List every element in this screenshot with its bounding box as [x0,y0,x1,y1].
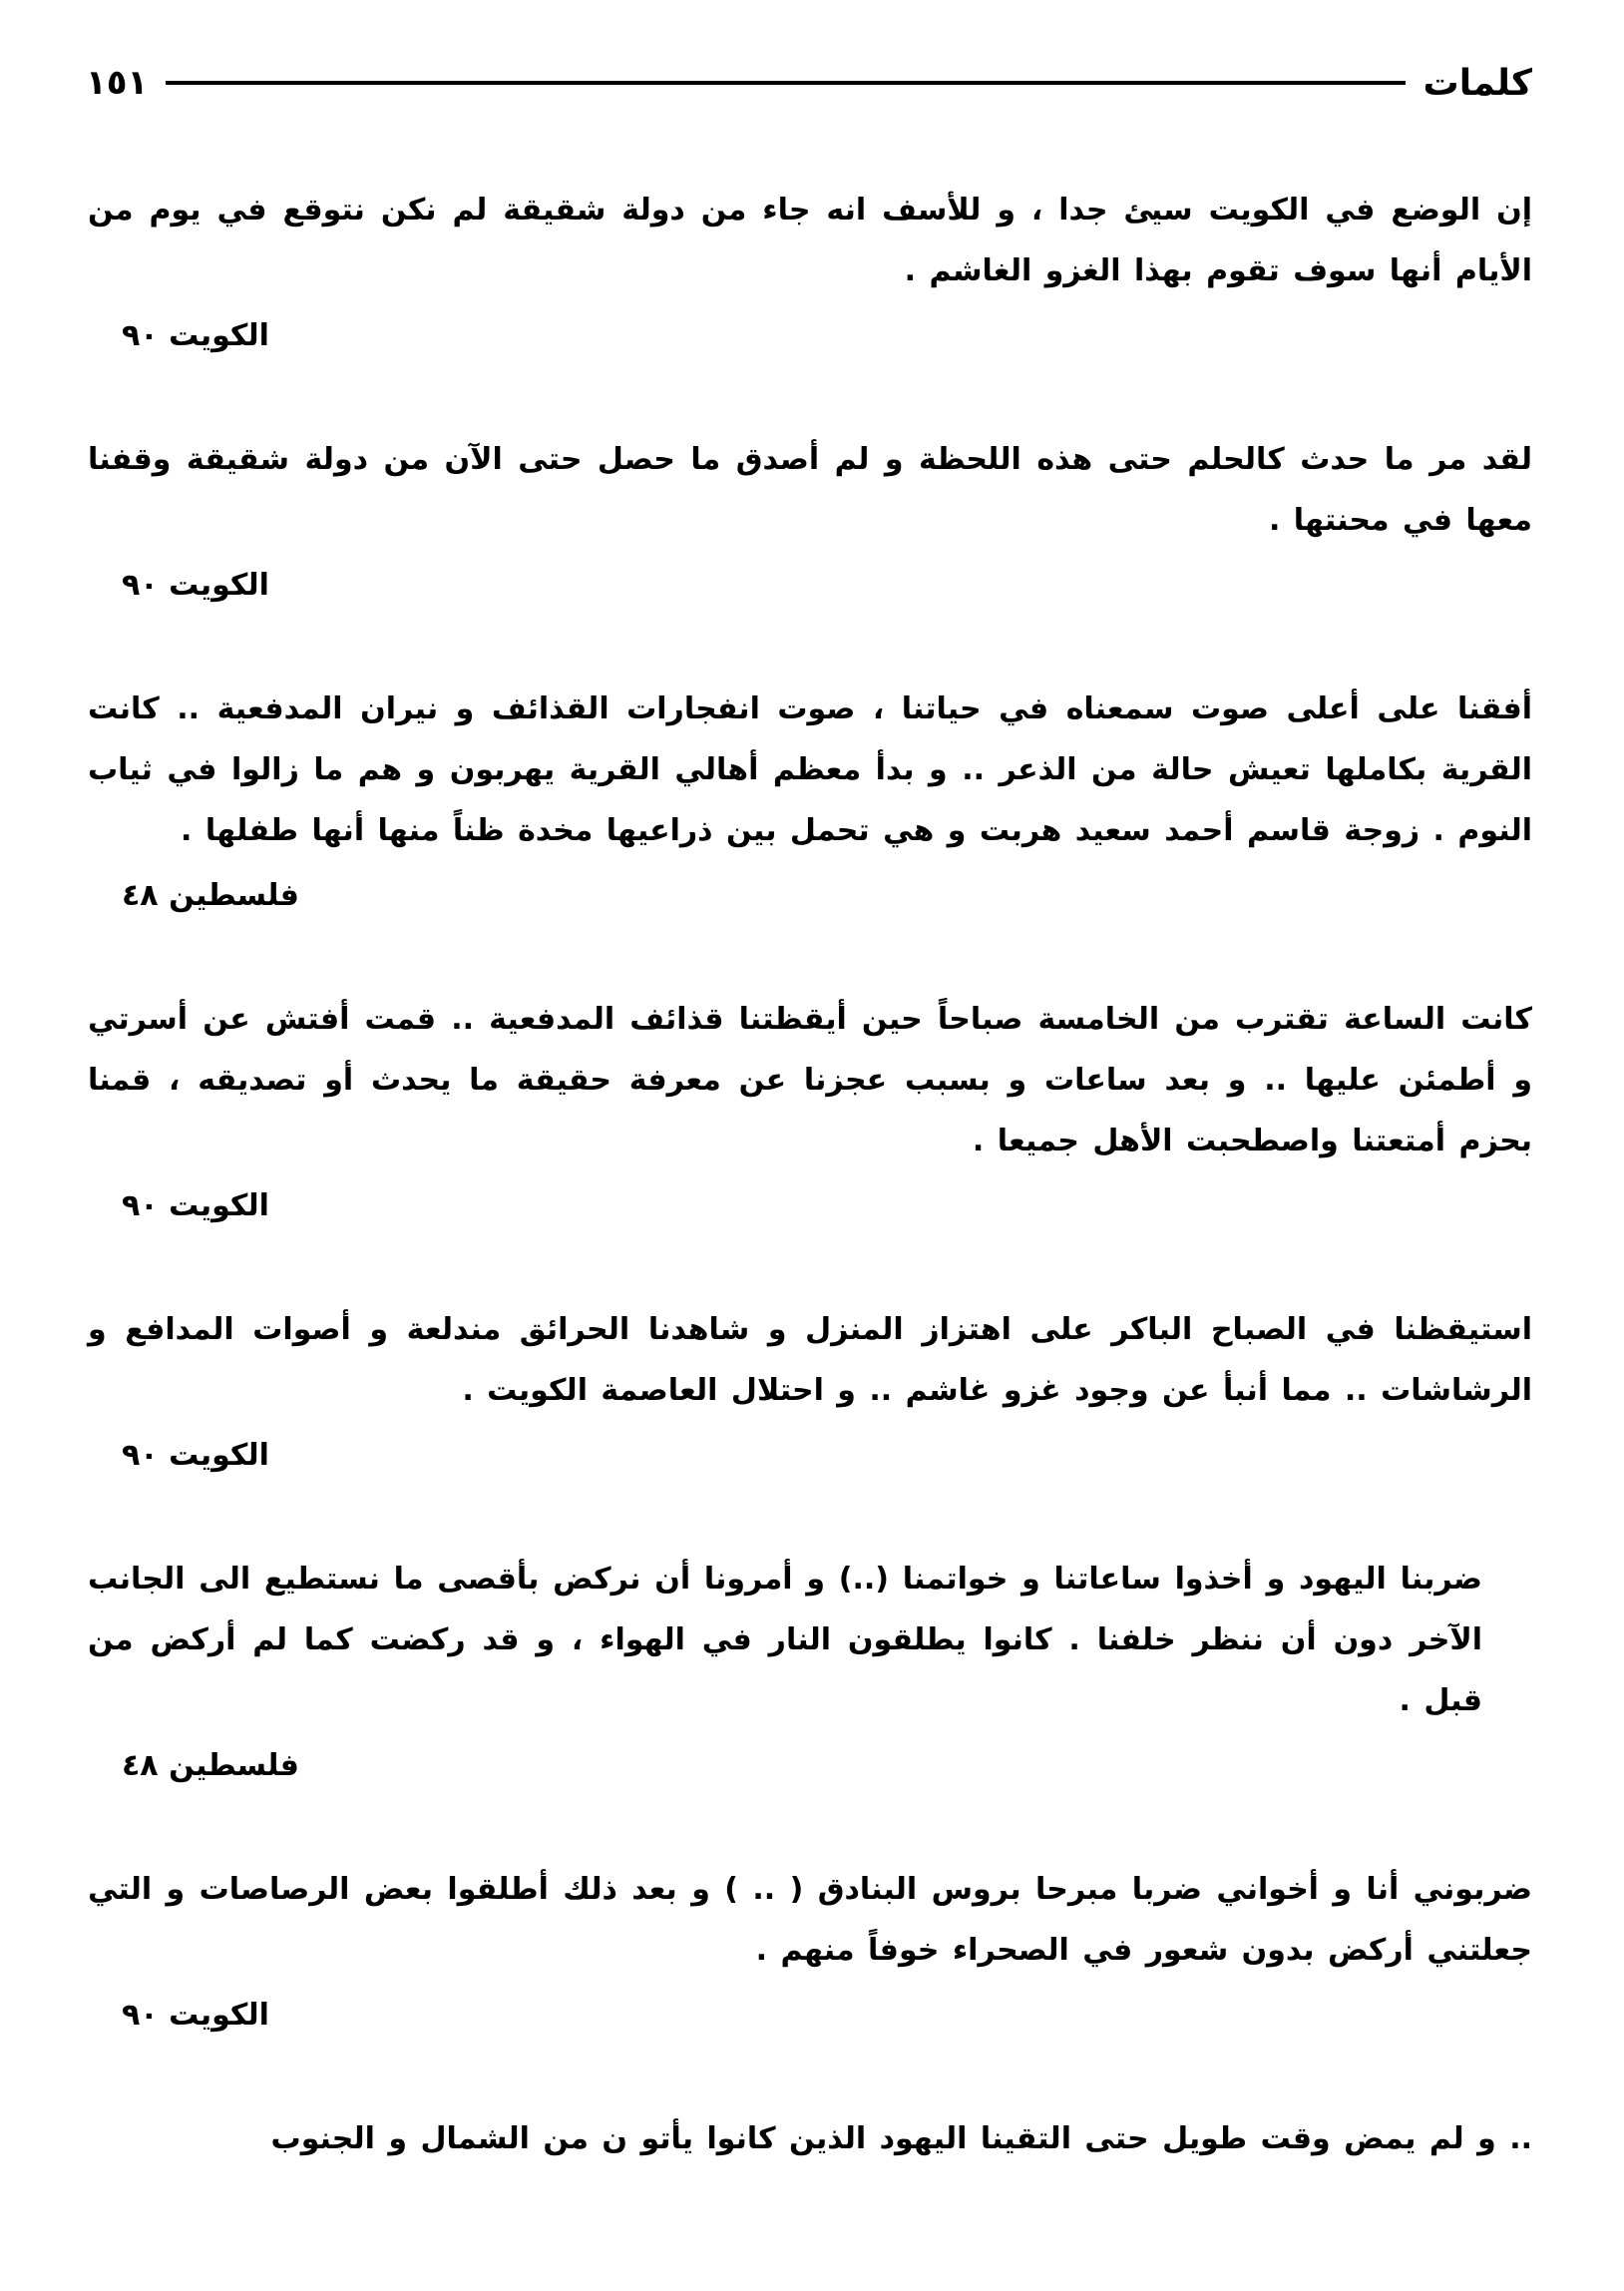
testimony-text: استيقظنا في الصباح الباكر على اهتزاز المنزل و شاهدنا الحرائق مندلعة و أصوات المدافع و الرشاشات .. مما أنبأ عن وجود غزو غاشم .. و احتلال العاصمة الكويت . [88,1312,1532,1408]
testimony-source: الكويت ٩٠ [122,1188,269,1223]
testimony-entry [88,1549,1532,1791]
testimony-source: الكويت ٩٠ [122,568,269,603]
testimony-text: ضربوني أنا و أخواني ضربا مبرحا بروس البنادق ( .. ) و بعد ذلك أطلقوا بعض الرصاصات و التي جعلتني أركض بدون شعور في الصحراء خوفاً منهم . [88,1872,1532,1968]
page-header [86,48,1532,118]
testimony-text: كانت الساعة تقترب من الخامسة صباحاً حين أيقظتنا قذائف المدفعية .. قمت أفتش عن أسرتي و أطمئن عليها .. و بعد ساعات و بسبب عجزنا عن معرفة حقيقة ما يحدث أو تصديقه ، قمنا بحزم أمتعتنا واصطحبت الأهل جميعا . [88,1002,1532,1158]
testimony-entry [88,429,1532,611]
testimony-entry [88,989,1532,1231]
testimony-entry [88,2108,1532,2169]
testimony-entry [88,1859,1532,2041]
testimony-entry [88,1299,1532,1481]
testimony-text: ضربنا اليهود و أخذوا ساعاتنا و خواتمنا (..) و أمرونا أن نركض بأقصى ما نستطيع الى الجانب الآخر دون أن ننظر خلفنا . كانوا يطلقون النار في الهواء ، و قد ركضت كما لم أركض من قبل . [88,1562,1482,1718]
running-title: كلمات [1422,62,1532,104]
testimony-source: الكويت ٩٠ [122,318,269,353]
header-rule [166,81,1405,85]
testimony-text: أفقنا على أعلى صوت سمعناه في حياتنا ، صوت انفجارات القذائف و نيران المدفعية .. كانت القرية بكاملها تعيش حالة من الذعر .. و بدأ معظم أهالي القرية يهربون و هم ما زالوا في ثياب النوم . زوجة قاسم أحمد سعيد هربت و هي تحمل بين ذراعيها مخدة ظناً منها أنها طفلها . [88,691,1532,848]
testimony-text: إن الوضع في الكويت سيئ جدا ، و للأسف انه جاء من دولة شقيقة لم نكن نتوقع في يوم من الأيام أنها سوف تقوم بهذا الغزو الغاشم . [88,193,1532,288]
testimony-entry [88,180,1532,361]
testimony-text: لقد مر ما حدث كالحلم حتى هذه اللحظة و لم أصدق ما حصل حتى الآن من دولة شقيقة وقفنا معها في محنتها . [88,442,1532,538]
testimony-source: الكويت ٩٠ [122,1998,269,2033]
testimony-source: فلسطين ٤٨ [122,878,299,913]
testimony-source: الكويت ٩٠ [122,1438,269,1473]
testimony-source: فلسطين ٤٨ [122,1748,299,1783]
page-body [88,180,1532,2237]
page-number: ١٥١ [86,63,149,103]
testimony-entry [88,679,1532,921]
testimony-text: .. و لم يمض وقت طويل حتى التقينا اليهود الذين كانوا يأتو ن من الشمال و الجنوب [270,2121,1532,2156]
